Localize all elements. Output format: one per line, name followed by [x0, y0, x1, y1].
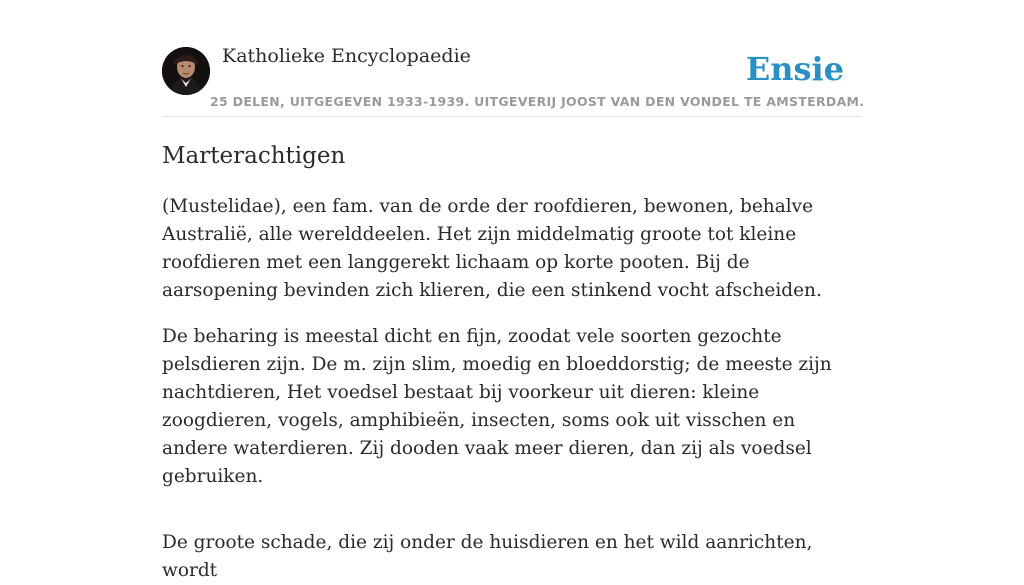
- entry-title: Marterachtigen: [162, 143, 346, 169]
- source-subtitle: 25 DELEN, UITGEGEVEN 1933-1939. UITGEVERIJ JOOST VAN DEN VONDEL TE AMSTERDAM.: [210, 94, 865, 109]
- portrait-graphic: [162, 47, 210, 95]
- ensie-logo[interactable]: Ensie: [745, 50, 844, 88]
- source-title[interactable]: Katholieke Encyclopaedie: [222, 45, 471, 67]
- paragraph-1: (Mustelidae), een fam. van de orde der roofdieren, bewonen, behalve Australië, alle werelddeelen. Het zijn middelmatig groote tot kleine roofdieren met een langgerekt lichaam op korte pooten. Bij de aarsopening bevinden zich klieren, die een stinkend vocht afscheiden.: [162, 196, 822, 301]
- page: [162, 0, 865, 585]
- paragraph-3: De groote schade, die zij onder de huisdieren en het wild aanrichten, wordt: [162, 532, 813, 581]
- entry-content: [162, 193, 862, 585]
- paragraph-2: De beharing is meestal dicht en fijn, zoodat vele soorten gezochte pelsdieren zijn. De m. zijn slim, moedig en bloeddorstig; de meeste zijn nachtdieren, Het voedsel bestaat bij voorkeur uit dieren: kleine zoogdieren, vogels, amphibieën, insecten, soms ook uit visschen en andere waterdieren. Zij dooden vaak meer dieren, dan zij als voedsel gebruiken.: [162, 326, 832, 487]
- portrait-avatar-icon[interactable]: [162, 47, 210, 95]
- source-header: [162, 0, 865, 117]
